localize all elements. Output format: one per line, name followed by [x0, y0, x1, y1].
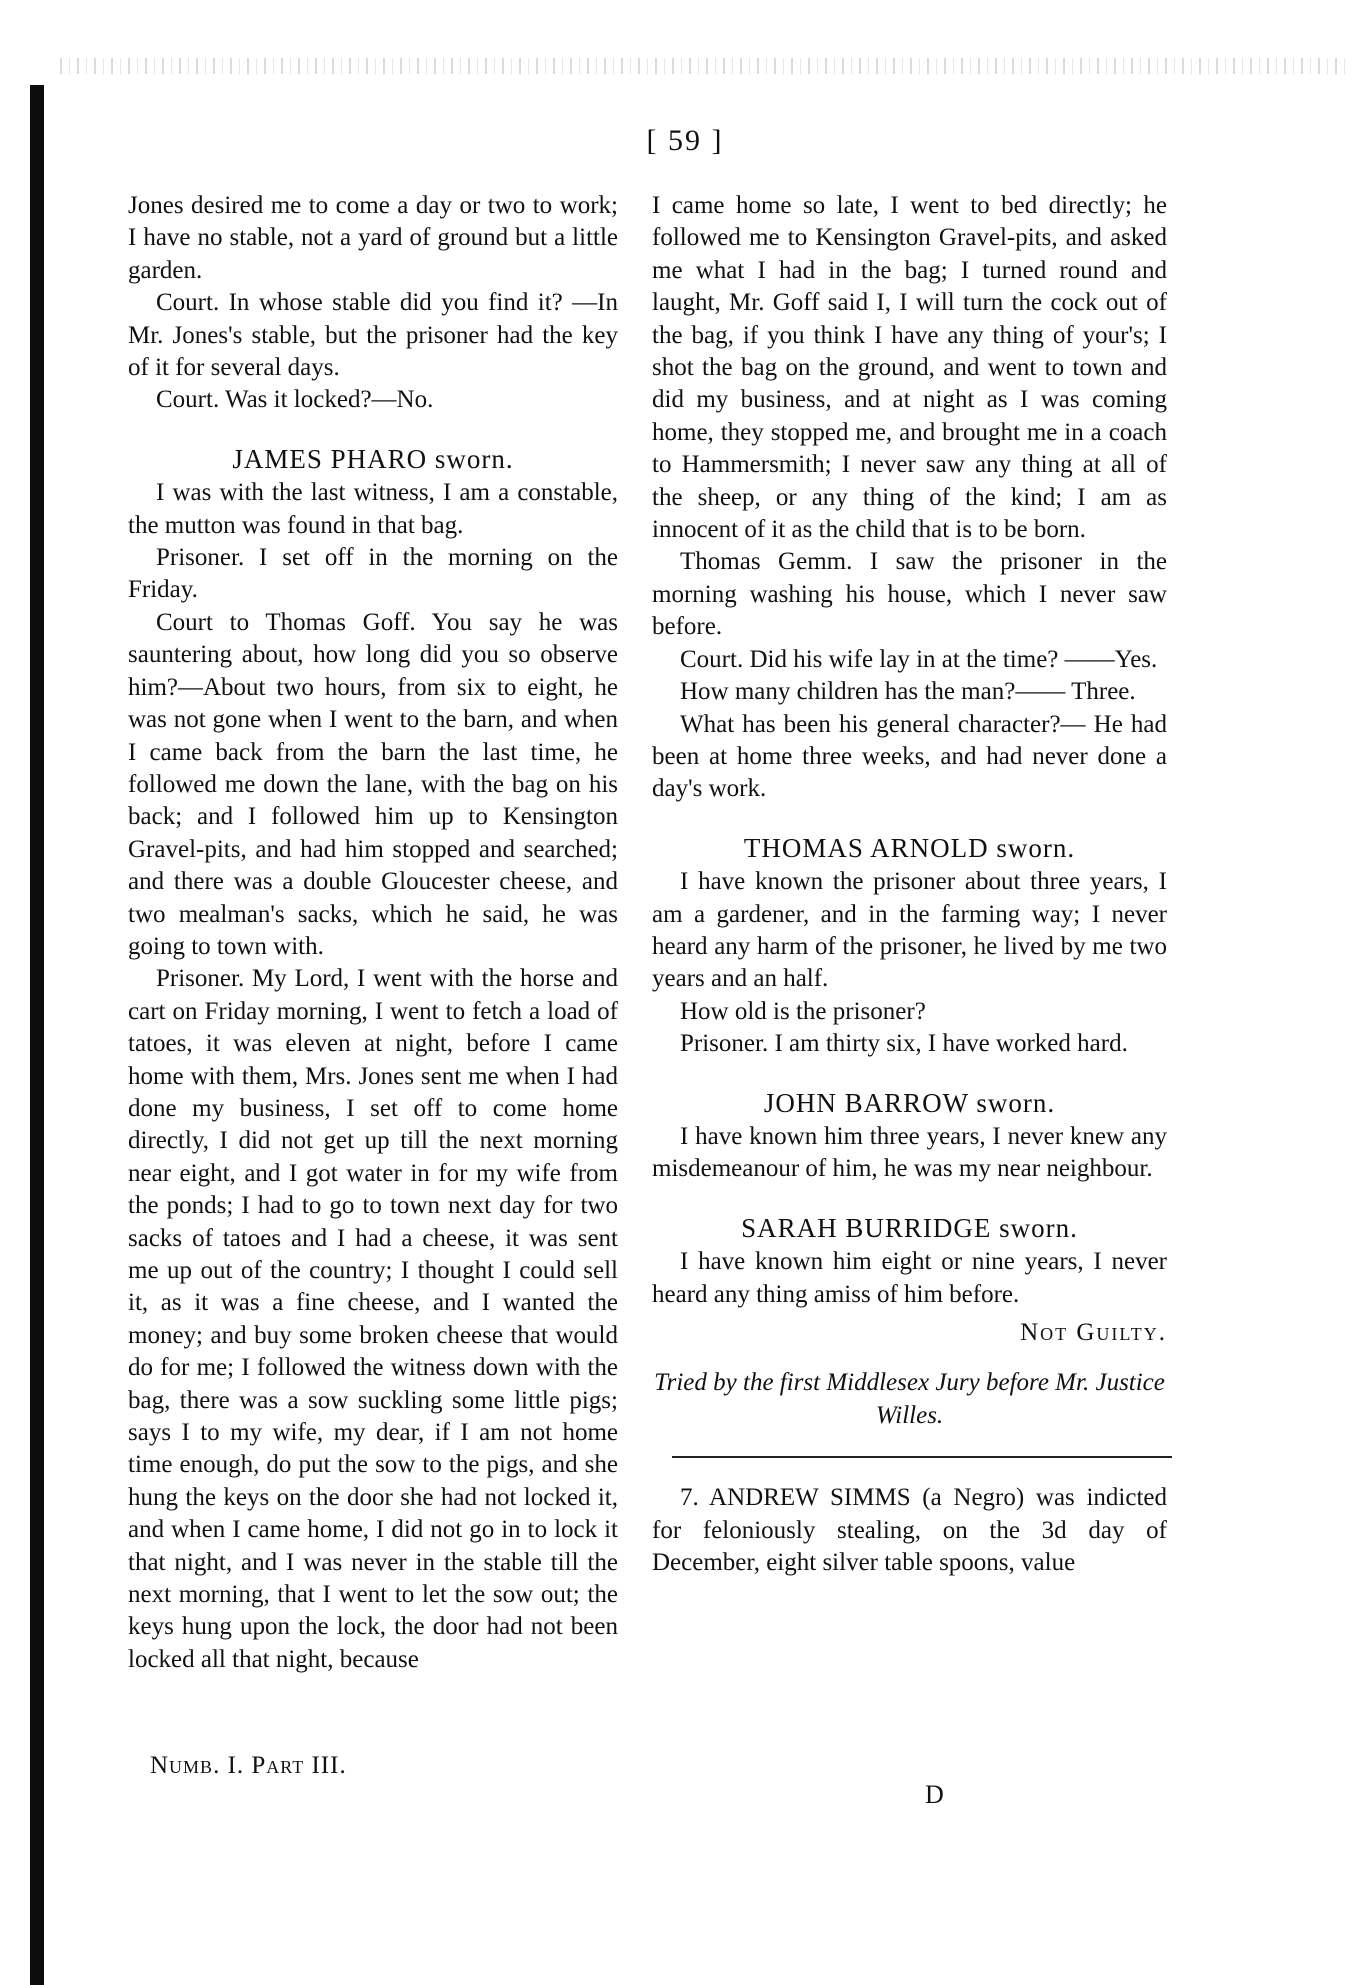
paragraph: Court. In whose stable did you find it? —In Mr. Jones's stable, but the prisoner had the key of it for several days. — [128, 289, 618, 382]
page-number: [ 59 ] — [646, 124, 724, 157]
paragraph: I have known him eight or nine years, I never heard any thing amiss of him before. — [652, 1248, 1167, 1308]
jury-note: Tried by the first Middlesex Jury before Mr. Justice Willes. — [654, 1369, 1165, 1429]
footer-signature: Numb. I. Part III. — [150, 1752, 347, 1779]
paragraph: I have known the prisoner about three years, I am a gardener, and in the farming way; I never heard any harm of the prisoner, he lived by me two years and an half. — [652, 868, 1167, 993]
binding-edge — [30, 85, 44, 1985]
witness-heading: THOMAS ARNOLD sworn. — [743, 832, 1076, 863]
paragraph: Prisoner. My Lord, I went with the horse and cart on Friday morning, I went to fetch a load of tatoes, it was eleven at night, before I came home with them, Mrs. Jones sent me when I had done my business, I set off to come home directly, I did not get up till the next morning near eight, and I got water in for my wife from the ponds; I had to go to town next day for two sacks of tatoes and I had a cheese, it was sent me up out of the country; I thought I could sell it, as it was a fine cheese, and I wanted the money; and buy some broken cheese that would do for me; I followed the witness down with the bag, there was a sow suckling some little pigs; says I to my wife, my dear, if I am not home time enough, do put the sow to the pigs, and she hung the keys on the door she had not locked it, and when I came home, I did not go in to lock it that night, and I was never in the stable till the next morning, that I went to let the sow out; the keys hung upon the lock, the door had not been locked all that night, because — [128, 965, 618, 1673]
paragraph: I came home so late, I went to bed directly; he followed me to Kensington Gravel-pits, and asked me what I had in the bag; I turned round and laught, Mr. Goff said I, I will turn the cock out of the bag, if you think I have any thing of your's; I shot the bag on the ground, and went to town and did my business, and at night as I was coming home, they stopped me, and brought me in a coach to Hammersmith; I never saw any thing at all of the sheep, or any thing of the kind; I am as innocent of it as the child that is to be born. — [652, 192, 1167, 544]
paragraph: I have known him three years, I never knew any misdemeanour of him, he was my near neighbour. — [652, 1122, 1167, 1183]
paragraph: 7. ANDREW SIMMS (a Negro) was indicted for feloniously stealing, on the 3d day of December, eight silver table spoons, value — [652, 1484, 1167, 1577]
scan-noise — [60, 58, 1350, 74]
paragraph: Court to Thomas Goff. You say he was sauntering about, how long did you so observe him?—About two hours, from six to eight, he was not gone when I went to the barn, and when I came back from the barn the last time, he followed me down the lane, with the bag on his back; and I followed him up to Kensington Gravel-pits, and had him stopped and searched; and there was a double Gloucester cheese, and two mealman's sacks, which he said, he was going to town with. — [128, 608, 618, 960]
paragraph: Court. Was it locked?—No. — [156, 386, 434, 414]
section-rule — [672, 1456, 1172, 1458]
paragraph: What has been his general character?— He had been at home three weeks, and had never done a day's work. — [652, 710, 1167, 803]
verdict: Not Guilty. — [1020, 1319, 1167, 1346]
paragraph: Prisoner. I set off in the morning on the Friday. — [128, 544, 618, 604]
paragraph: Jones desired me to come a day or two to work; I have no stable, not a yard of ground but a little garden. — [128, 192, 618, 284]
witness-heading: JAMES PHARO sworn. — [232, 443, 514, 474]
printer-signature-mark: D — [925, 1780, 944, 1809]
paragraph: Court. Did his wife lay in at the time? ——Yes. — [680, 645, 1158, 673]
paragraph: Prisoner. I am thirty six, I have worked hard. — [680, 1030, 1128, 1058]
witness-heading: JOHN BARROW sworn. — [763, 1087, 1056, 1118]
paragraph: Thomas Gemm. I saw the prisoner in the morning washing his house, which I never saw before. — [652, 548, 1167, 641]
left-column — [128, 190, 618, 1676]
paragraph: How many children has the man?—— Three. — [680, 678, 1136, 706]
paragraph: How old is the prisoner? — [680, 997, 926, 1025]
right-column — [652, 190, 1167, 1579]
witness-heading: SARAH BURRIDGE sworn. — [741, 1212, 1078, 1243]
paragraph: I was with the last witness, I am a constable, the mutton was found in that bag. — [128, 479, 618, 539]
